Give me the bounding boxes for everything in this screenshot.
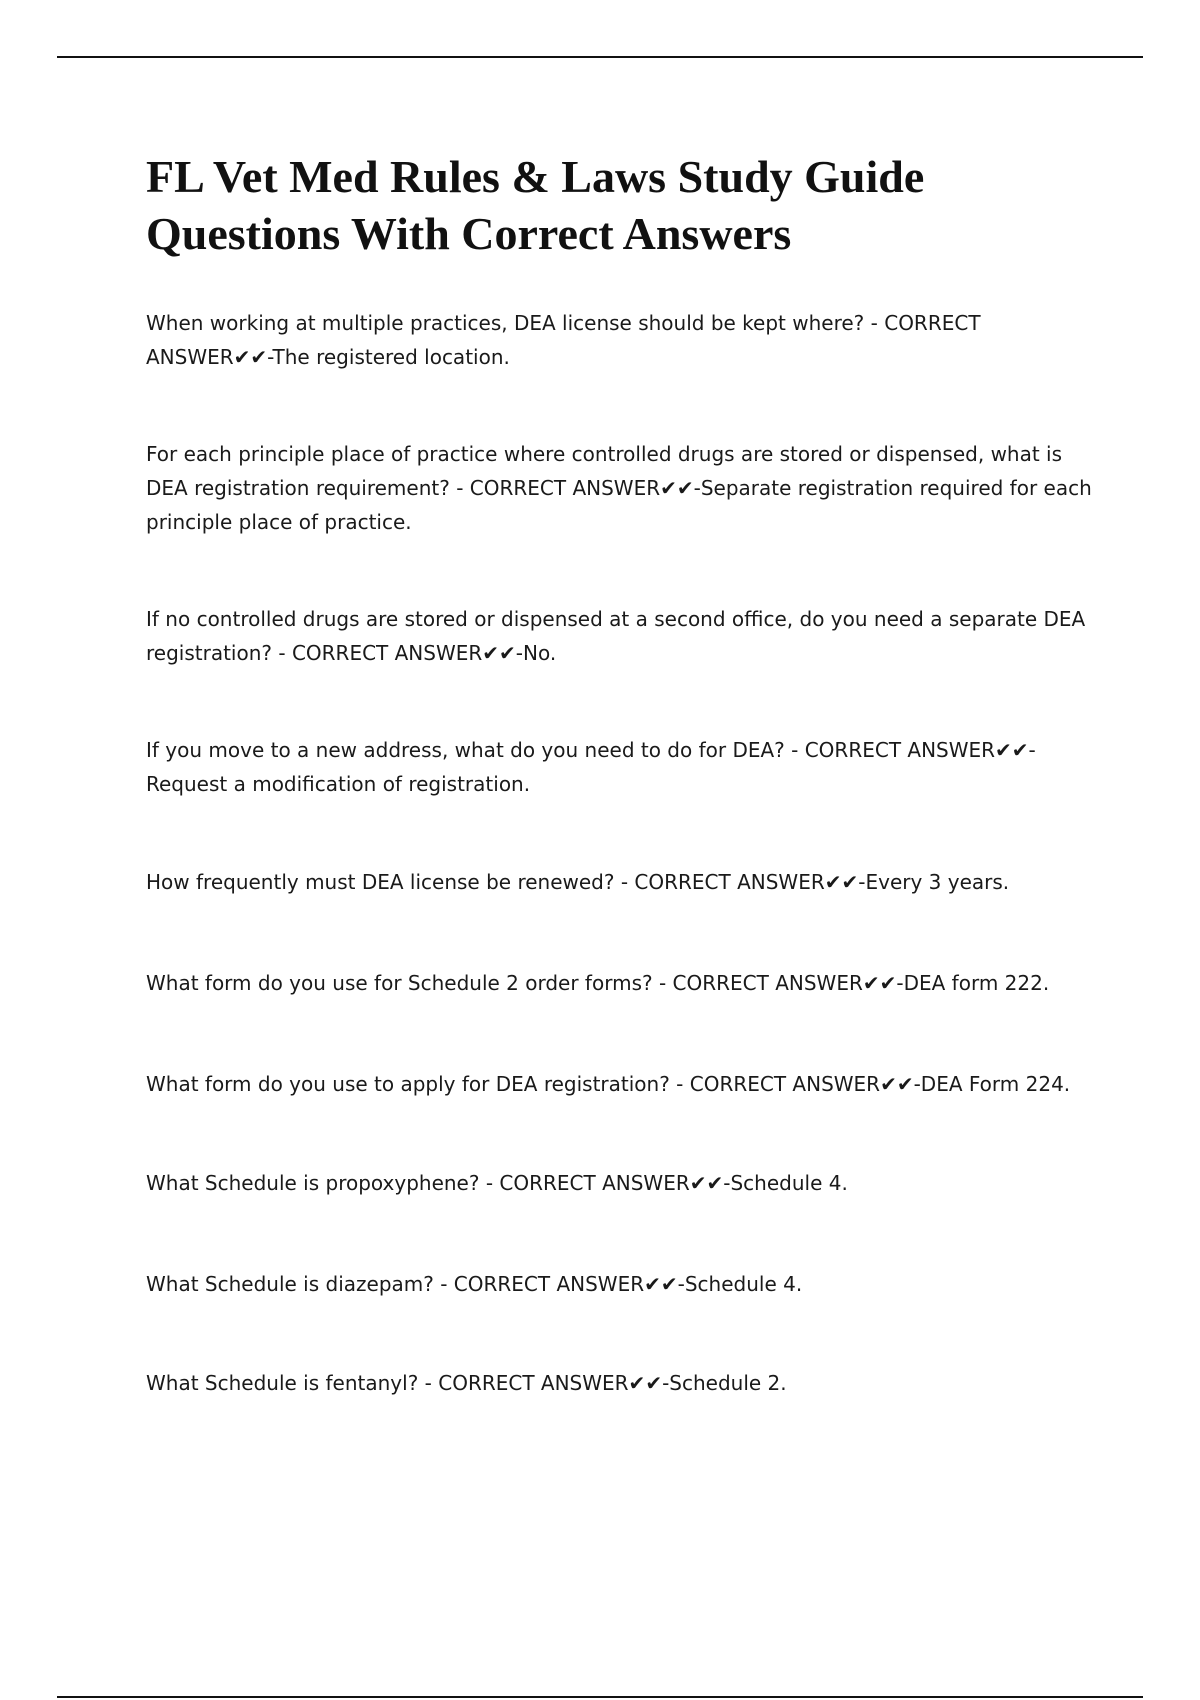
qa-item: If no controlled drugs are stored or dispensed at a second office, do you need a separate DEA registration? - CORRECT ANSWER✔✔-No. [146,607,1086,665]
qa-item: How frequently must DEA license be renewed? - CORRECT ANSWER✔✔-Every 3 years. [146,870,1010,894]
qa-item: If you move to a new address, what do you need to do for DEA? - CORRECT ANSWER✔✔-Request a modification of registration. [146,738,1036,796]
top-divider [57,56,1143,58]
qa-item: What Schedule is fentanyl? - CORRECT ANSWER✔✔-Schedule 2. [146,1371,787,1395]
qa-item: What form do you use for Schedule 2 order forms? - CORRECT ANSWER✔✔-DEA form 222. [146,971,1050,995]
qa-item: For each principle place of practice where controlled drugs are stored or dispensed, what is DEA registration requirement? - CORRECT ANSWER✔✔-Separate registration required for each principle place of practice. [146,442,1092,534]
qa-item: When working at multiple practices, DEA license should be kept where? - CORRECT ANSWER✔✔-The registered location. [146,311,981,369]
qa-item: What Schedule is diazepam? - CORRECT ANSWER✔✔-Schedule 4. [146,1272,803,1296]
qa-item: What Schedule is propoxyphene? - CORRECT ANSWER✔✔-Schedule 4. [146,1171,848,1195]
document-title: FL Vet Med Rules & Laws Study Guide Questions With Correct Answers [146,151,925,259]
bottom-divider [57,1696,1143,1698]
qa-item: What form do you use to apply for DEA registration? - CORRECT ANSWER✔✔-DEA Form 224. [146,1072,1071,1096]
document-body [146,148,1096,1400]
